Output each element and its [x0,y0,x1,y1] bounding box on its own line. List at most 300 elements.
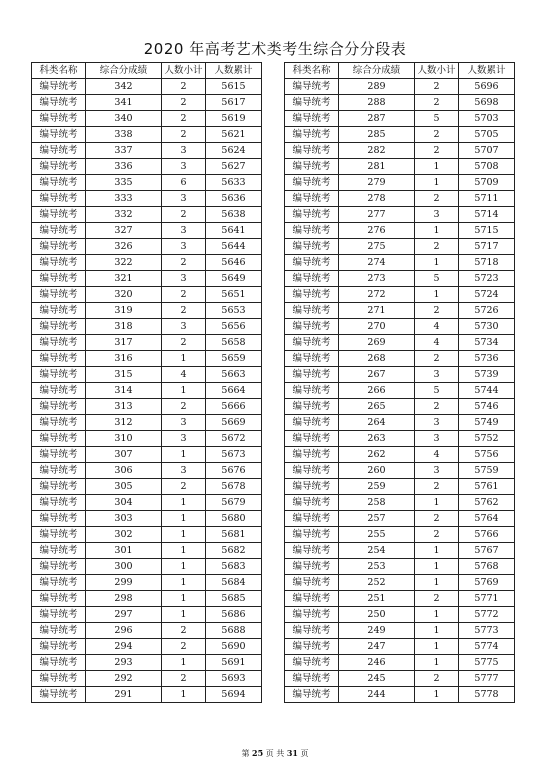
cumulative-cell: 5619 [206,111,262,127]
count-cell: 5 [415,271,459,287]
category-cell: 编导统考 [32,191,86,207]
score-cell: 275 [339,239,415,255]
cumulative-cell: 5693 [206,671,262,687]
cumulative-cell: 5659 [206,351,262,367]
score-cell: 270 [339,319,415,335]
cumulative-cell: 5736 [459,351,515,367]
count-cell: 2 [415,399,459,415]
score-cell: 265 [339,399,415,415]
count-cell: 1 [415,607,459,623]
cumulative-cell: 5679 [206,495,262,511]
count-cell: 3 [162,463,206,479]
score-cell: 300 [86,559,162,575]
score-cell: 262 [339,447,415,463]
category-cell: 编导统考 [285,111,339,127]
cumulative-cell: 5714 [459,207,515,223]
score-cell: 278 [339,191,415,207]
score-cell: 307 [86,447,162,463]
score-cell: 336 [86,159,162,175]
category-cell: 编导统考 [285,687,339,703]
table-row [285,687,515,703]
cumulative-cell: 5764 [459,511,515,527]
score-cell: 317 [86,335,162,351]
category-cell: 编导统考 [32,351,86,367]
score-cell: 258 [339,495,415,511]
score-cell: 279 [339,175,415,191]
category-cell: 编导统考 [285,415,339,431]
category-cell: 编导统考 [32,687,86,703]
cumulative-cell: 5683 [206,559,262,575]
count-cell: 2 [415,191,459,207]
category-cell: 编导统考 [32,543,86,559]
table-row [285,607,515,623]
score-cell: 303 [86,511,162,527]
count-cell: 1 [415,543,459,559]
category-cell: 编导统考 [32,415,86,431]
category-cell: 编导统考 [32,383,86,399]
category-cell: 编导统考 [285,607,339,623]
table-row [32,239,262,255]
count-cell: 3 [162,223,206,239]
header-category: 科类名称 [285,63,339,79]
category-cell: 编导统考 [285,639,339,655]
score-cell: 322 [86,255,162,271]
cumulative-cell: 5633 [206,175,262,191]
score-cell: 250 [339,607,415,623]
table-row [285,511,515,527]
count-cell: 1 [415,495,459,511]
score-cell: 267 [339,367,415,383]
header-category: 科类名称 [32,63,86,79]
cumulative-cell: 5774 [459,639,515,655]
cumulative-cell: 5718 [459,255,515,271]
score-cell: 254 [339,543,415,559]
score-cell: 263 [339,431,415,447]
table-row [32,495,262,511]
score-cell: 342 [86,79,162,95]
score-cell: 281 [339,159,415,175]
footer-prefix: 第 [241,749,250,758]
table-row [285,527,515,543]
score-cell: 249 [339,623,415,639]
count-cell: 2 [415,591,459,607]
cumulative-cell: 5691 [206,655,262,671]
score-cell: 266 [339,383,415,399]
cumulative-cell: 5615 [206,79,262,95]
category-cell: 编导统考 [285,207,339,223]
table-row [285,303,515,319]
table-row [285,95,515,111]
page-title: 2020 年高考艺术类考生综合分分段表 [143,40,407,58]
cumulative-cell: 5663 [206,367,262,383]
count-cell: 1 [162,527,206,543]
cumulative-cell: 5715 [459,223,515,239]
category-cell: 编导统考 [32,495,86,511]
count-cell: 1 [415,255,459,271]
cumulative-cell: 5690 [206,639,262,655]
category-cell: 编导统考 [32,367,86,383]
table-row [32,111,262,127]
score-cell: 332 [86,207,162,223]
category-cell: 编导统考 [32,623,86,639]
count-cell: 2 [415,671,459,687]
footer-suffix: 页 [300,749,309,758]
table-row [32,271,262,287]
score-cell: 274 [339,255,415,271]
cumulative-cell: 5621 [206,127,262,143]
table-row [32,687,262,703]
category-cell: 编导统考 [32,207,86,223]
cumulative-cell: 5682 [206,543,262,559]
table-row [32,351,262,367]
score-cell: 289 [339,79,415,95]
count-cell: 2 [415,79,459,95]
score-cell: 320 [86,287,162,303]
table-row [285,655,515,671]
category-cell: 编导统考 [32,399,86,415]
table-row [32,559,262,575]
table-row [285,463,515,479]
count-cell: 1 [162,687,206,703]
cumulative-cell: 5766 [459,527,515,543]
score-cell: 310 [86,431,162,447]
score-cell: 276 [339,223,415,239]
count-cell: 2 [162,255,206,271]
count-cell: 1 [162,447,206,463]
score-cell: 337 [86,143,162,159]
count-cell: 1 [162,495,206,511]
table-row [32,191,262,207]
table-header-row [285,63,515,79]
count-cell: 2 [162,127,206,143]
score-cell: 291 [86,687,162,703]
cumulative-cell: 5686 [206,607,262,623]
count-cell: 2 [162,399,206,415]
cumulative-cell: 5744 [459,383,515,399]
category-cell: 编导统考 [285,319,339,335]
category-cell: 编导统考 [285,575,339,591]
header-count: 人数小计 [162,63,206,79]
count-cell: 3 [162,319,206,335]
table-row [32,527,262,543]
table-row [285,431,515,447]
table-row [285,207,515,223]
category-cell: 编导统考 [285,591,339,607]
category-cell: 编导统考 [32,591,86,607]
table-row [285,111,515,127]
category-cell: 编导统考 [285,367,339,383]
category-cell: 编导统考 [285,431,339,447]
cumulative-cell: 5726 [459,303,515,319]
category-cell: 编导统考 [32,239,86,255]
score-cell: 301 [86,543,162,559]
category-cell: 编导统考 [32,431,86,447]
cumulative-cell: 5624 [206,143,262,159]
category-cell: 编导统考 [32,159,86,175]
category-cell: 编导统考 [285,223,339,239]
count-cell: 2 [162,303,206,319]
cumulative-cell: 5673 [206,447,262,463]
score-cell: 247 [339,639,415,655]
table-row [285,639,515,655]
cumulative-cell: 5696 [459,79,515,95]
table-row [285,79,515,95]
score-cell: 252 [339,575,415,591]
table-row [32,463,262,479]
table-row [285,383,515,399]
category-cell: 编导统考 [32,335,86,351]
header-count: 人数小计 [415,63,459,79]
count-cell: 3 [415,367,459,383]
cumulative-cell: 5707 [459,143,515,159]
category-cell: 编导统考 [285,159,339,175]
count-cell: 5 [415,383,459,399]
cumulative-cell: 5761 [459,479,515,495]
cumulative-cell: 5680 [206,511,262,527]
category-cell: 编导统考 [285,127,339,143]
score-cell: 327 [86,223,162,239]
cumulative-cell: 5703 [459,111,515,127]
score-cell: 340 [86,111,162,127]
category-cell: 编导统考 [285,399,339,415]
count-cell: 1 [162,351,206,367]
category-cell: 编导统考 [32,95,86,111]
score-cell: 321 [86,271,162,287]
cumulative-cell: 5705 [459,127,515,143]
category-cell: 编导统考 [32,255,86,271]
count-cell: 2 [415,239,459,255]
score-cell: 277 [339,207,415,223]
score-cell: 273 [339,271,415,287]
cumulative-cell: 5711 [459,191,515,207]
cumulative-cell: 5723 [459,271,515,287]
cumulative-cell: 5771 [459,591,515,607]
count-cell: 5 [415,111,459,127]
cumulative-cell: 5709 [459,175,515,191]
count-cell: 2 [162,671,206,687]
count-cell: 2 [162,623,206,639]
score-cell: 246 [339,655,415,671]
score-cell: 326 [86,239,162,255]
category-cell: 编导统考 [285,543,339,559]
category-cell: 编导统考 [32,639,86,655]
count-cell: 2 [415,479,459,495]
count-cell: 2 [162,335,206,351]
category-cell: 编导统考 [285,559,339,575]
cumulative-cell: 5694 [206,687,262,703]
category-cell: 编导统考 [285,351,339,367]
cumulative-cell: 5739 [459,367,515,383]
table-row [32,303,262,319]
count-cell: 1 [162,511,206,527]
score-cell: 318 [86,319,162,335]
table-row [285,239,515,255]
count-cell: 2 [415,95,459,111]
cumulative-cell: 5664 [206,383,262,399]
score-cell: 305 [86,479,162,495]
category-cell: 编导统考 [285,479,339,495]
table-row [32,287,262,303]
category-cell: 编导统考 [285,95,339,111]
table-row [285,575,515,591]
category-cell: 编导统考 [285,463,339,479]
score-cell: 316 [86,351,162,367]
count-cell: 3 [415,463,459,479]
category-cell: 编导统考 [32,143,86,159]
category-cell: 编导统考 [285,287,339,303]
count-cell: 3 [162,415,206,431]
count-cell: 1 [162,543,206,559]
total-page-count: 31 [286,748,298,758]
count-cell: 3 [162,159,206,175]
cumulative-cell: 5759 [459,463,515,479]
count-cell: 3 [162,143,206,159]
cumulative-cell: 5644 [206,239,262,255]
table-row [32,431,262,447]
count-cell: 2 [415,127,459,143]
table-row [285,143,515,159]
score-cell: 272 [339,287,415,303]
header-cumulative: 人数累计 [459,63,515,79]
count-cell: 3 [415,207,459,223]
cumulative-cell: 5681 [206,527,262,543]
count-cell: 3 [162,271,206,287]
cumulative-cell: 5666 [206,399,262,415]
header-score: 综合分成绩 [86,63,162,79]
cumulative-cell: 5672 [206,431,262,447]
category-cell: 编导统考 [32,559,86,575]
cumulative-cell: 5730 [459,319,515,335]
score-cell: 259 [339,479,415,495]
table-row [32,207,262,223]
score-cell: 302 [86,527,162,543]
table-row [285,159,515,175]
table-row [32,79,262,95]
count-cell: 1 [415,559,459,575]
score-cell: 306 [86,463,162,479]
count-cell: 1 [415,655,459,671]
cumulative-cell: 5768 [459,559,515,575]
score-cell: 296 [86,623,162,639]
score-cell: 338 [86,127,162,143]
count-cell: 2 [162,479,206,495]
category-cell: 编导统考 [32,479,86,495]
current-page-number: 25 [252,748,264,758]
table-row [285,223,515,239]
cumulative-cell: 5653 [206,303,262,319]
count-cell: 1 [415,623,459,639]
score-cell: 294 [86,639,162,655]
table-row [285,399,515,415]
table-row [32,223,262,239]
count-cell: 2 [162,79,206,95]
count-cell: 1 [415,223,459,239]
count-cell: 4 [415,319,459,335]
cumulative-cell: 5636 [206,191,262,207]
category-cell: 编导统考 [285,175,339,191]
table-row [285,671,515,687]
score-cell: 315 [86,367,162,383]
category-cell: 编导统考 [32,175,86,191]
category-cell: 编导统考 [32,79,86,95]
category-cell: 编导统考 [32,447,86,463]
category-cell: 编导统考 [285,239,339,255]
count-cell: 2 [415,351,459,367]
cumulative-cell: 5698 [459,95,515,111]
cumulative-cell: 5724 [459,287,515,303]
cumulative-cell: 5773 [459,623,515,639]
table-row [32,639,262,655]
score-cell: 312 [86,415,162,431]
category-cell: 编导统考 [32,271,86,287]
category-cell: 编导统考 [32,303,86,319]
table-row [32,255,262,271]
score-cell: 297 [86,607,162,623]
table-row [285,287,515,303]
table-row [32,159,262,175]
score-cell: 288 [339,95,415,111]
cumulative-cell: 5656 [206,319,262,335]
cumulative-cell: 5646 [206,255,262,271]
table-row [285,591,515,607]
table-row [285,175,515,191]
count-cell: 3 [415,415,459,431]
table-row [285,479,515,495]
count-cell: 1 [415,175,459,191]
table-row [32,335,262,351]
score-cell: 293 [86,655,162,671]
score-cell: 333 [86,191,162,207]
cumulative-cell: 5708 [459,159,515,175]
count-cell: 2 [162,639,206,655]
count-cell: 2 [162,287,206,303]
score-cell: 269 [339,335,415,351]
category-cell: 编导统考 [32,671,86,687]
score-cell: 253 [339,559,415,575]
count-cell: 3 [415,431,459,447]
table-row [32,543,262,559]
cumulative-cell: 5734 [459,335,515,351]
category-cell: 编导统考 [32,127,86,143]
cumulative-cell: 5752 [459,431,515,447]
score-cell: 319 [86,303,162,319]
cumulative-cell: 5641 [206,223,262,239]
score-cell: 255 [339,527,415,543]
score-table-left [31,62,262,703]
table-row [32,511,262,527]
score-cell: 304 [86,495,162,511]
count-cell: 1 [162,575,206,591]
table-row [285,447,515,463]
table-row [32,671,262,687]
count-cell: 3 [162,239,206,255]
category-cell: 编导统考 [285,335,339,351]
cumulative-cell: 5688 [206,623,262,639]
count-cell: 3 [162,431,206,447]
score-cell: 285 [339,127,415,143]
score-cell: 260 [339,463,415,479]
cumulative-cell: 5678 [206,479,262,495]
count-cell: 4 [415,447,459,463]
footer-middle: 页 共 [265,749,285,758]
cumulative-cell: 5669 [206,415,262,431]
cumulative-cell: 5684 [206,575,262,591]
category-cell: 编导统考 [285,447,339,463]
score-cell: 341 [86,95,162,111]
table-row [285,495,515,511]
score-cell: 287 [339,111,415,127]
table-row [32,367,262,383]
